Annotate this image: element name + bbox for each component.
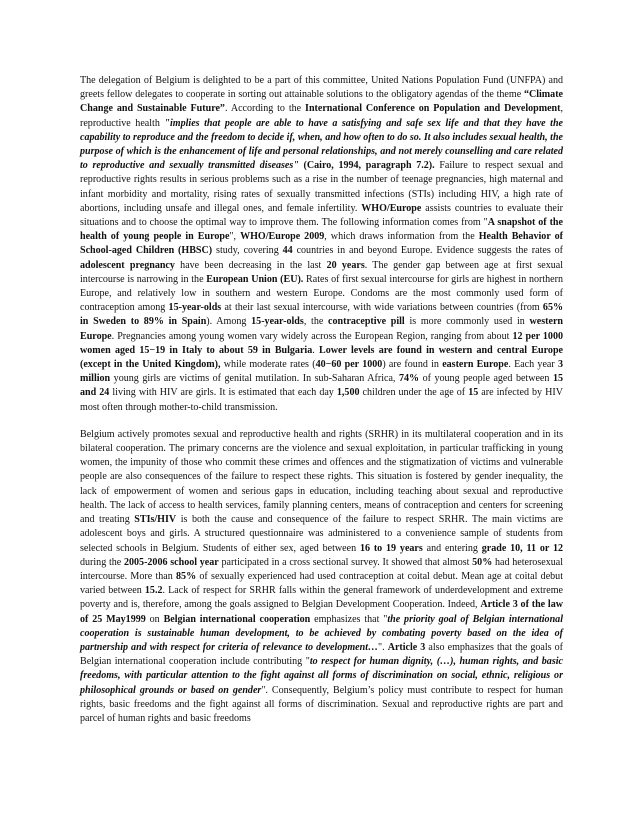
text-run: eastern Europe	[442, 359, 509, 371]
text-run: Rates of first sexual intercourse for girls are highest in northern Europe, and relatively low in southern and western Europe. Condoms are the most commonly used form of contraception among	[80, 273, 563, 314]
text-run: 3 million	[80, 359, 563, 385]
text-run: contraceptive pill	[328, 316, 405, 328]
text-run: is both the cause and consequence of the failure to respect SRHR. The main victims are adolescent boys and girls. A structured questionnaire was administered to a convenience sample of students from selected schools in Belgium. Students of either sex, aged between	[80, 514, 564, 554]
text-run: . Each year	[508, 359, 558, 371]
text-run: WHO/Europe 2009	[240, 231, 325, 243]
text-run: Belgian international cooperation	[163, 613, 311, 625]
text-run: emphasizes that "	[310, 613, 388, 625]
text-run: Article 3 of the law of 25 May1999	[80, 599, 563, 625]
text-run: 74%	[398, 373, 420, 385]
text-run: 20 years	[326, 259, 365, 271]
text-run: are infected by HIV most often through mother-to-child transmission.	[80, 387, 563, 413]
text-run: western Europe	[80, 316, 564, 342]
text-run: International Conference on Population and Development	[305, 103, 561, 115]
text-run: had heterosexual intercourse. More than	[80, 556, 563, 582]
text-run: ) are found in	[382, 359, 443, 371]
text-run: ". Consequently, Belgium’s policy must contribute to respect for human rights, basic freedoms and the fight against all forms of discrimination. Sexual and reproductive rights are part and parcel of human rights and basic freedoms	[80, 684, 563, 724]
document-body	[80, 74, 563, 739]
text-run: The delegation of Belgium is delighted to be a part of this committee, United Nations Population Fund (UNFPA) and greets fellow delegates to cooperate in sorting out attainable solutions to the obligatory agendas of the theme	[80, 75, 563, 101]
text-run: 40−60 per 1000	[315, 359, 383, 371]
text-run: Article 3	[387, 641, 426, 653]
text-run: during the	[80, 556, 124, 568]
text-run: have been decreasing in the last	[174, 259, 327, 271]
text-run: also emphasizes that the goals of Belgian international cooperation include contributing "	[80, 641, 563, 668]
text-run: adolescent pregnancy	[80, 259, 175, 271]
text-run: . Lack of respect for SRHR falls within the general framework of underdevelopment and extreme poverty and is, therefore, among the goals assigned to Belgian Development Cooperation. Indeed,	[80, 585, 563, 611]
text-run: STIs/HIV	[134, 514, 177, 526]
text-run: WHO/Europe	[361, 202, 422, 214]
text-run: ".	[378, 641, 388, 653]
text-run: children under the age of	[359, 387, 469, 399]
text-run: , which draws information from the	[324, 231, 479, 243]
text-run: . According to the	[224, 103, 306, 115]
text-run: .	[312, 344, 320, 356]
text-run: 44	[282, 245, 293, 257]
text-run: . The gender gap between age at first sexual intercourse is narrowing in the	[80, 259, 563, 285]
text-run: . Pregnancies among young women vary widely across the European Region, ranging from about	[111, 330, 513, 342]
text-run: 16 to 19 years	[359, 542, 423, 554]
text-run: and entering	[422, 542, 482, 554]
text-run: (Cairo, 1994, paragraph 7.2).	[303, 160, 435, 172]
text-run: 2005-2006 school year	[123, 556, 219, 568]
text-run: ",	[229, 231, 241, 243]
text-run: 1,500	[336, 387, 360, 399]
text-run: 15 and 24	[80, 373, 563, 399]
text-run: of young people aged between	[419, 373, 553, 385]
text-run: while moderate rates (	[220, 359, 316, 371]
text-run: Belgium actively promotes sexual and reproductive health and rights (SRHR) in its multilateral cooperation and in its bilateral cooperation. The primary concerns are the violence and sexual exploitation, in particular trafficking in young women, the impunity of those who commit these crimes and offences and the stigmatization of victims and vulnerable people are also consequences of the failure to respect these rights. This situation is fostered by gender inequality, the lack of empowerment of women and serious gaps in education, including teaching about sexual and reproductive health. The lack of access to health services, family planning centers, means of contraception and centers for screening and treating	[80, 428, 563, 526]
text-run: 15-year-olds	[251, 316, 304, 328]
text-run: 85%	[176, 570, 197, 582]
text-run: young girls are victims of genital mutilation. In sub-Saharan Africa,	[110, 373, 399, 385]
text-run: , the	[303, 316, 329, 328]
paragraph-1	[80, 74, 563, 415]
text-run: Failure to respect sexual and reproductive rights results in serious problems such as a rise in the number of teenage pregnancies, high maternal and infant morbidity and mortality, rising rates of sexually transmitted infections (STIs) including HIV, a high rate of abortions, including unsafe and illegal ones, and female infertility.	[80, 160, 564, 214]
text-run: assists countries to evaluate their situations and to choose the optimal way to improve them. The following information comes from "	[80, 202, 563, 229]
text-run: 15	[468, 387, 479, 399]
text-run: Health Behavior of School-aged Children (HBSC)	[80, 231, 563, 257]
text-run: 50%	[472, 556, 493, 568]
text-run: study, covering	[212, 245, 283, 257]
text-run: countries in and beyond Europe. Evidence suggests the rates of	[292, 245, 564, 257]
text-run: participated in a cross sectional survey. It showed that almost	[218, 556, 473, 568]
text-run: A snapshot of the health of young people in Europe	[80, 217, 563, 243]
text-run: is more commonly used in	[404, 316, 530, 328]
text-run: “Climate Change and Sustainable Future”	[80, 89, 563, 115]
text-run: ). Among	[206, 316, 252, 328]
text-run: the priority goal of Belgian international cooperation is sustainable human development, to be achieved by combating poverty based on the idea of partnership and with respect for criteria of relevance to development…	[80, 613, 563, 653]
text-run: 15.2	[144, 585, 163, 597]
text-run: on	[145, 613, 164, 625]
text-run: , reproductive health	[80, 103, 564, 129]
text-run: living with HIV are girls. It is estimated that each day	[109, 387, 337, 399]
text-run: 12 per 1000 women aged 15−19 in Italy to about 59 in Bulgaria	[80, 330, 563, 356]
text-run: European Union (EU).	[206, 273, 304, 285]
text-run: to respect for human dignity, (…), human rights, and basic freedoms, with particular attention to the fight against all forms of discrimination on social, ethnic, religious or philosophical grounds or based on gender	[80, 656, 563, 696]
text-run: of sexually experienced had used contraception at coital debut. Mean age at coital debut varied between	[80, 570, 563, 597]
text-run: "implies that people are able to have a satisfying and safe sex life and that they have the capability to reproduce and the freedom to decide if, when, and how often to do so. It also includes sexual health, the purpose of which is the enhancement of life and personal relationships, and not merely counselling and care related to reproductive and sexually transmitted diseases"	[80, 117, 564, 172]
text-run: 65% in Sweden to 89% in Spain	[80, 302, 564, 328]
text-run: at their last sexual intercourse, with wide variations between countries (from	[221, 302, 543, 314]
paragraph-2	[80, 428, 563, 726]
text-run: 15-year-olds	[168, 302, 222, 314]
text-run: grade 10, 11 or 12	[481, 542, 564, 554]
text-run: Lower levels are found in western and central Europe (except in the United Kingdom),	[80, 344, 563, 371]
